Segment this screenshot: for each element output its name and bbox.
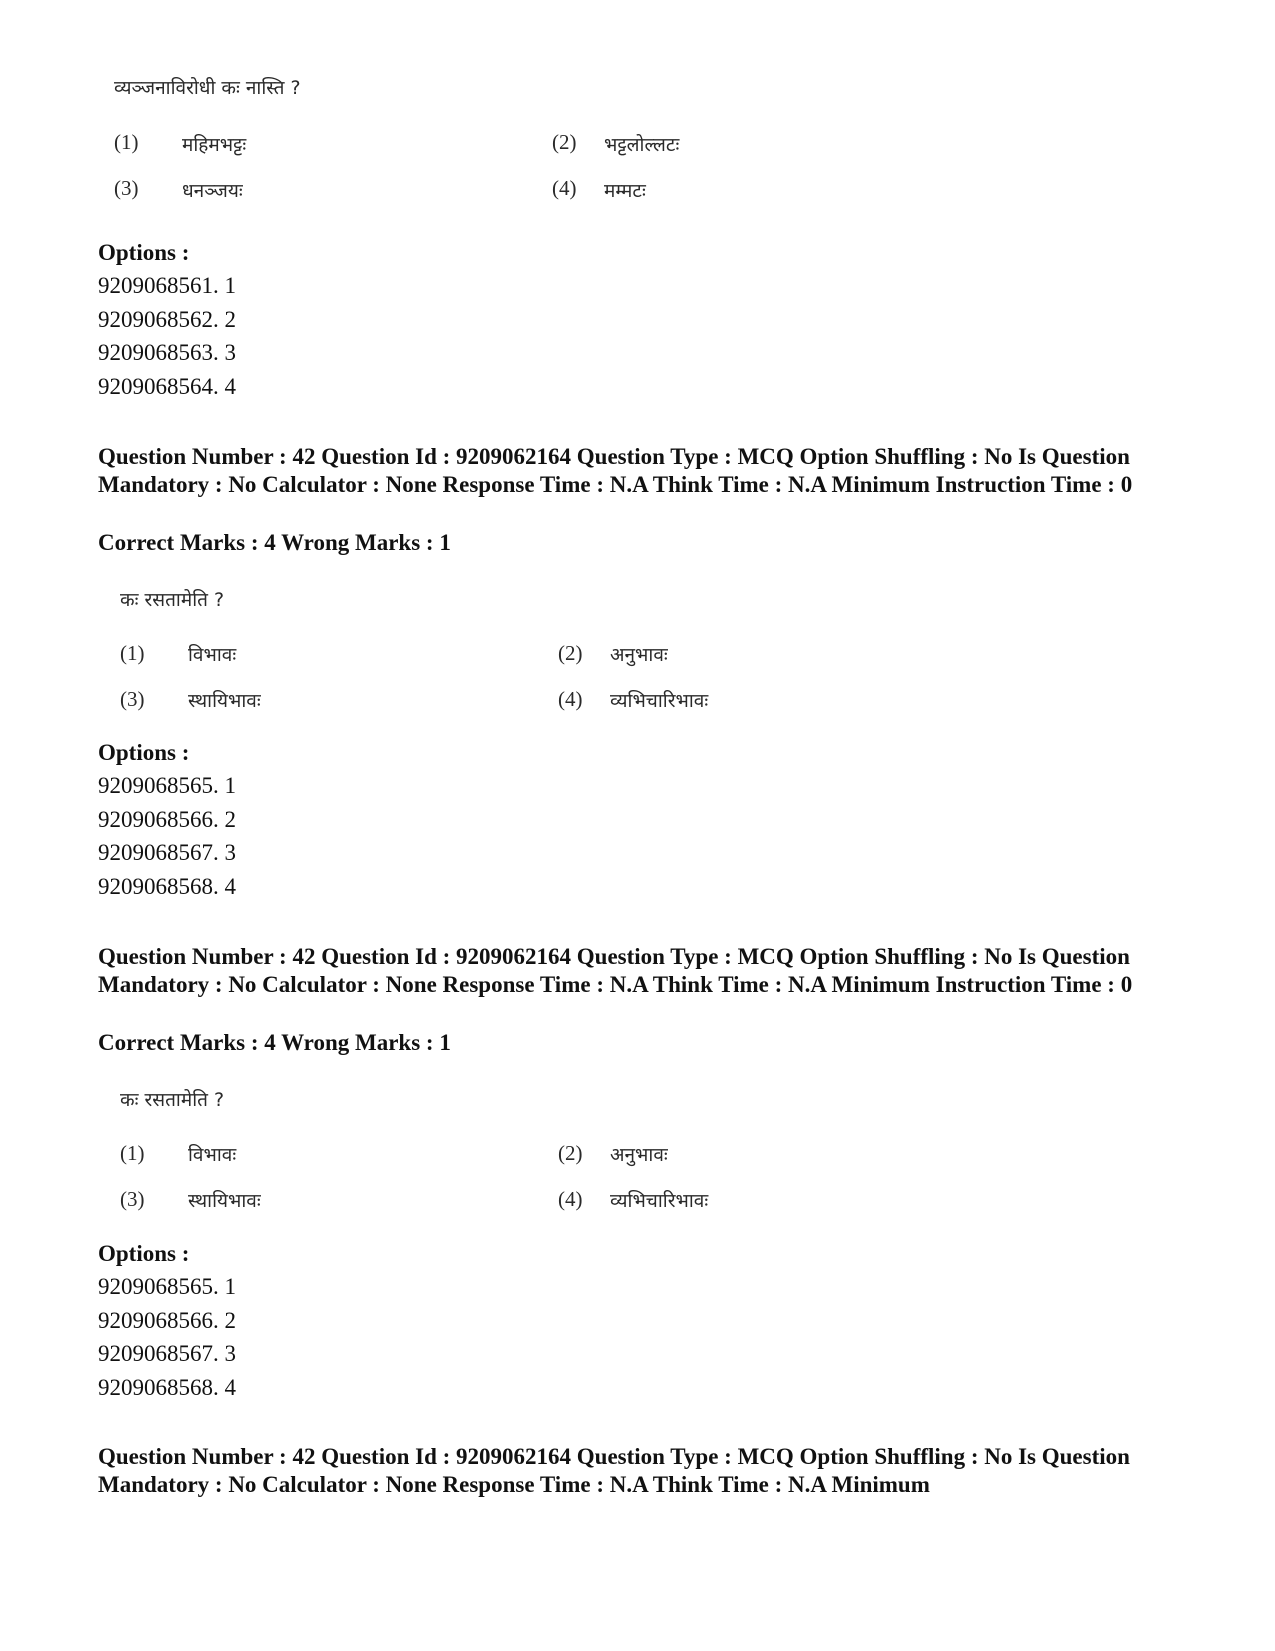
- choice-number: (2): [558, 641, 583, 665]
- choice-text: विभावः: [188, 644, 237, 666]
- option-item: 9209068565. 1: [98, 1274, 236, 1299]
- choice-number: (3): [114, 176, 139, 200]
- choice-text: व्यभिचारिभावः: [610, 1190, 709, 1212]
- choice-text: महिमभट्टः: [182, 134, 247, 156]
- question-meta: Question Number : 42 Question Id : 9209062164 Question Type : MCQ Option Shuffling : No Is Question Mandatory : No Calculator : None Response Time : N.A Think Time : N.A Minimum: [98, 1444, 1130, 1497]
- choice-text: स्थायिभावः: [188, 690, 261, 712]
- choice-number: (4): [558, 1187, 583, 1211]
- option-item: 9209068563. 3: [98, 340, 236, 365]
- choice-number: (1): [114, 130, 139, 154]
- choice-number: (3): [120, 687, 145, 711]
- choice-number: (2): [558, 1141, 583, 1165]
- choice-text: अनुभावः: [610, 644, 668, 666]
- option-item: 9209068568. 4: [98, 873, 236, 899]
- question-stem: व्यञ्जनाविरोधी कः नास्ति ?: [114, 77, 301, 99]
- option-item: 9209068566. 2: [98, 1307, 236, 1333]
- options-label: Options :: [98, 1241, 190, 1266]
- question-meta: Question Number : 42 Question Id : 9209062164 Question Type : MCQ Option Shuffling : No Is Question Mandatory : No Calculator : None Response Time : N.A Think Time : N.A Minimum Instruction Time : 0: [98, 944, 1133, 997]
- options-list: [98, 736, 798, 903]
- question-image: [100, 1084, 820, 1234]
- question-stem: कः रसतामेति ?: [120, 589, 225, 611]
- question-marks: Correct Marks : 4 Wrong Marks : 1: [98, 530, 451, 555]
- options-label: Options :: [98, 740, 190, 765]
- choice-text: स्थायिभावः: [188, 1190, 261, 1212]
- question-image: [100, 584, 820, 734]
- choice-text: धनञ्जयः: [182, 180, 243, 202]
- choice-text: अनुभावः: [610, 1144, 668, 1166]
- choice-text: भट्टलोल्लटः: [604, 134, 680, 156]
- option-item: 9209068561. 1: [98, 273, 236, 298]
- question-stem: कः रसतामेति ?: [120, 1089, 225, 1111]
- choice-text: विभावः: [188, 1144, 237, 1166]
- choice-text: मम्मटः: [604, 180, 646, 202]
- option-item: 9209068565. 1: [98, 773, 236, 798]
- option-item: 9209068564. 4: [98, 373, 236, 399]
- option-item: 9209068566. 2: [98, 806, 236, 832]
- choice-number: (1): [120, 641, 145, 665]
- choice-number: (3): [120, 1187, 145, 1211]
- question-marks: Correct Marks : 4 Wrong Marks : 1: [98, 1030, 451, 1055]
- option-item: 9209068568. 4: [98, 1374, 236, 1400]
- question-image: [100, 70, 820, 220]
- options-list: [98, 236, 798, 403]
- option-item: 9209068562. 2: [98, 306, 236, 332]
- option-item: 9209068567. 3: [98, 1341, 236, 1366]
- choice-number: (4): [552, 176, 577, 200]
- choice-number: (4): [558, 687, 583, 711]
- question-meta: Question Number : 42 Question Id : 9209062164 Question Type : MCQ Option Shuffling : No Is Question Mandatory : No Calculator : None Response Time : N.A Think Time : N.A Minimum Instruction Time : 0: [98, 444, 1133, 497]
- option-item: 9209068567. 3: [98, 840, 236, 865]
- choice-number: (1): [120, 1141, 145, 1165]
- choice-text: व्यभिचारिभावः: [610, 690, 709, 712]
- choice-number: (2): [552, 130, 577, 154]
- options-label: Options :: [98, 240, 190, 265]
- options-list: [98, 1237, 798, 1404]
